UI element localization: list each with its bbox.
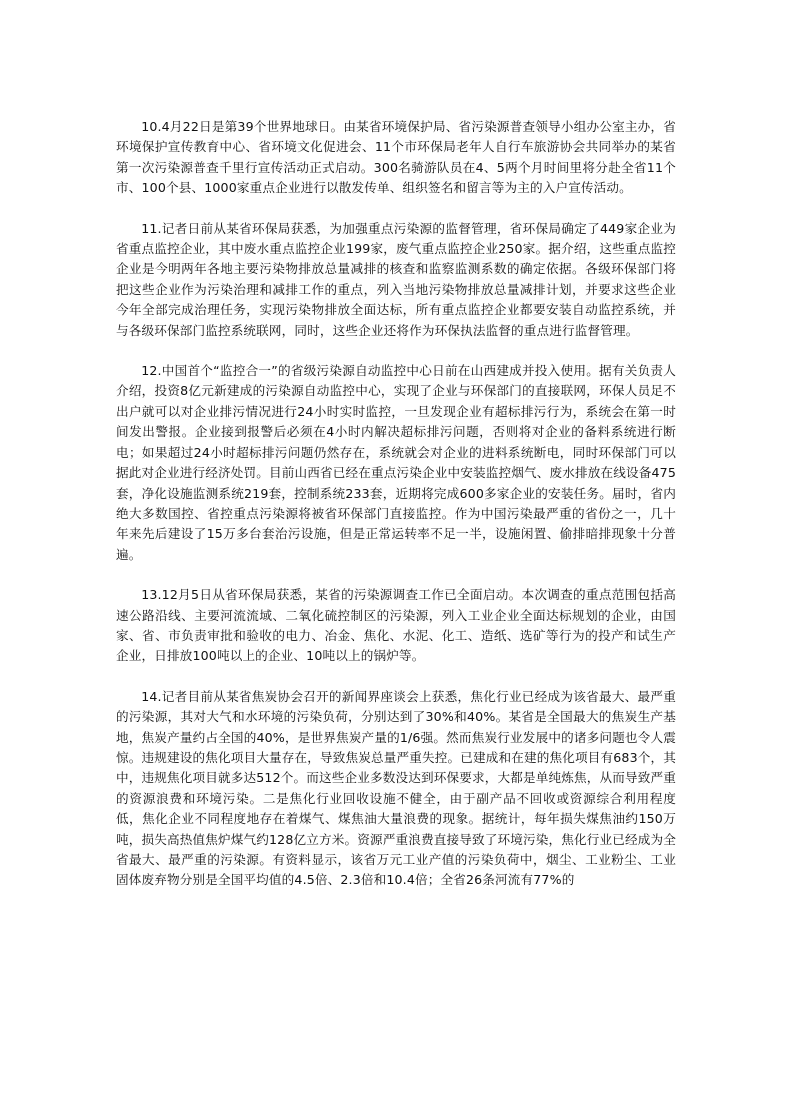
paragraph-14: 14.记者目前从某省焦炭协会召开的新闻界座谈会上获悉，焦化行业已经成为该省最大、最严重的污染源，其对大气和水环境的污染负荷，分别达到了30%和40%。某省是全国最大的焦炭生产基地，焦炭产量约占全国的40%，是世界焦炭产量的1/6强。然而焦炭行业发展中的诸多问题也令人震惊。违规建设的焦化项目大量存在，导致焦炭总量严重失控。已建成和在建的焦化项目有683个，其中，违规焦化项目就多达512个。而这些企业多数没达到环保要求，大都是单纯炼焦，从而导致严重的资源浪费和环境污染。二是焦化行业回收设施不健全，由于副产品不回收或资源综合利用程度低，焦化企业不同程度地存在着煤气、煤焦油大量浪费的现象。据统计，每年损失煤焦油约150万吨，损失高热值焦炉煤气约128亿立方米。资源严重浪费直接导致了环境污染，焦化行业已经成为全省最大、最严重的污染源。有资料显示，该省万元工业产值的污染负荷中，烟尘、工业粉尘、工业固体废弃物分别是全国平均值的4.5倍、2.3倍和10.4倍；全省26条河流有77%的 xyxy=(116,688,676,888)
paragraph-13: 13.12月5日从省环保局获悉，某省的污染源调查工作已全面启动。本次调查的重点范围包括高速公路沿线、主要河流流域、二氧化硫控制区的污染源，列入工业企业全面达标规划的企业，由国家、省、市负责审批和验收的电力、冶金、焦化、水泥、化工、造纸、选矿等行为的投产和试生产企业，日排放100吨以上的企业、10吨以上的锅炉等。 xyxy=(116,587,676,664)
document-body xyxy=(116,117,676,891)
paragraph-11: 11.记者日前从某省环保局获悉，为加强重点污染源的监督管理，省环保局确定了449家企业为省重点监控企业，其中废水重点监控企业199家，废气重点监控企业250家。据介绍，这些重点监控企业是今明两年各地主要污染物排放总量减排的核查和监察监测系数的确定依据。各级环保部门将把这些企业作为污染治理和减排工作的重点，列入当地污染物排放总量减排计划，并要求这些企业今年全部完成治理任务，实现污染物排放全面达标，所有重点监控企业都要安装自动监控系统，并与各级环保部门监控系统联网，同时，这些企业还将作为环保执法监督的重点进行监督管理。 xyxy=(116,220,676,338)
paragraph-10: 10.4月22日是第39个世界地球日。由某省环境保护局、省污染源普查领导小组办公室主办，省环境保护宣传教育中心、省环境文化促进会、11个市环保局老年人自行车旅游协会共同举办的某省第一次污染源普查千里行宣传活动正式启动。300名骑游队员在4、5两个月时间里将分赴全省11个市、100个县、1000家重点企业进行以散发传单、组织签名和留言等为主的入户宣传活动。 xyxy=(116,119,676,196)
paragraph-12: 12.中国首个“监控合一”的省级污染源自动监控中心日前在山西建成并投入使用。据有关负责人介绍，投资8亿元新建成的污染源自动监控中心，实现了企业与环保部门的直接联网，环保人员足不出户就可以对企业排污情况进行24小时实时监控，一旦发现企业有超标排污行为，系统会在第一时间发出警报。企业接到报警后必须在4小时内解决超标排污问题，否则将对企业的备料系统进行断电；如果超过24小时超标排污问题仍然存在，系统就会对企业的进料系统断电，同时环保部门可以据此对企业进行经济处罚。目前山西省已经在重点污染企业中安装监控烟气、废水排放在线设备475套，净化设施监测系统219套，控制系统233套，近期将完成600多家企业的安装任务。届时，省内绝大多数国控、省控重点污染源将被省环保部门直接监控。作为中国污染最严重的省份之一，几十年来先后建设了15万多台套治污设施，但是正常运转率不足一半，设施闲置、偷排暗排现象十分普遍。 xyxy=(116,363,676,562)
